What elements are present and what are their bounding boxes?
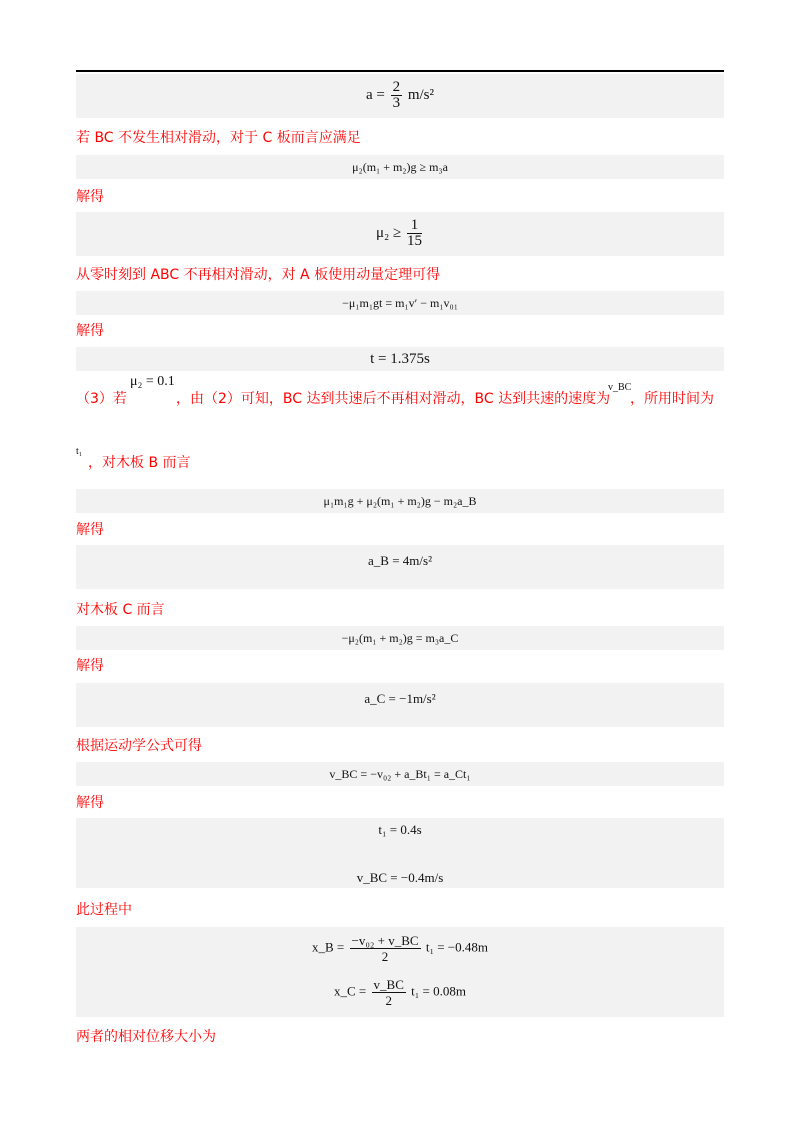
equation-box xyxy=(76,683,724,727)
inline-math-t1: t₁ xyxy=(76,446,83,457)
equation: x_B = $\frac{\text{−v₀₂ + v\_BC}}{2}$ t₁ = −0.48m xyxy=(311,933,488,964)
fraction: $\frac{\text{−v₀₂ + v\_BC}}{2}$ xyxy=(351,933,419,964)
solution-text: 解得 xyxy=(76,189,104,205)
part3-text-end: ，所用时间为 xyxy=(630,391,714,407)
solution-text: 解得 xyxy=(76,522,104,538)
inline-math-vbc: v_BC xyxy=(608,382,632,393)
solution-text: 从零时刻到 ABC 不再相对滑动，对 A 板使用动量定理可得 xyxy=(76,267,441,283)
solution-text: 解得 xyxy=(76,795,104,811)
equation-box xyxy=(76,545,724,589)
equation: −μ₁m₁gt = m₁v′ − m₁v₀₁ xyxy=(342,296,458,310)
equation: x_C = $\frac{v\_BC}{2}$ t₁ = 0.08m xyxy=(334,977,466,1008)
solution-text: 根据运动学公式可得 xyxy=(76,738,202,754)
solution-text: 此过程中 xyxy=(76,902,132,918)
fraction: $\frac{1}{15}$ xyxy=(407,217,422,249)
equation-box xyxy=(76,155,724,179)
equation: a_C = −1m/s² xyxy=(364,691,436,706)
equation: v_BC = −v₀₂ + a_Bt₁ = a_Ct₁ xyxy=(329,767,471,781)
equation: t₁ = 0.4s xyxy=(378,822,422,837)
equation-box xyxy=(76,347,724,371)
equation-box xyxy=(76,212,724,256)
equation: μ₂ ≥ $\frac{1}{15}$ xyxy=(375,217,422,249)
solution-text: 解得 xyxy=(76,658,104,674)
part3-text-b: ，对木板 B 而言 xyxy=(88,455,191,471)
solution-text: 若 BC 不发生相对滑动，对于 C 板而言应满足 xyxy=(76,130,361,146)
solution-text: 对木板 C 而言 xyxy=(76,602,165,618)
fraction: $\frac{2}{3}$ xyxy=(392,79,401,111)
equation: a = $\frac{2}{3}$ m/s² xyxy=(365,79,435,111)
equation-box xyxy=(76,927,724,1017)
inline-math-mu2: μ₂ = 0.1 xyxy=(130,374,175,389)
equation-box xyxy=(76,626,724,650)
solution-text: 两者的相对位移大小为 xyxy=(76,1029,216,1045)
equation-box xyxy=(76,74,724,118)
top-rule xyxy=(76,70,724,72)
equation-box xyxy=(76,818,724,888)
equation: μ₂(m₁ + m₂)g ≥ m₃a xyxy=(352,160,448,174)
equation-box xyxy=(76,489,724,513)
equation: t = 1.375s xyxy=(370,351,430,367)
equation: −μ₂(m₁ + m₂)g = m₃a_C xyxy=(341,631,459,645)
equation: a_B = 4m/s² xyxy=(368,553,432,568)
equation-box xyxy=(76,762,724,786)
part3-text-cont: ，由（2）可知，BC 达到共速后不再相对滑动，BC 达到共速的速度为 xyxy=(176,391,611,407)
fraction: $\frac{v\_BC}{2}$ xyxy=(373,977,404,1008)
equation-box xyxy=(76,291,724,315)
solution-text: 解得 xyxy=(76,323,104,339)
equation: μ₁m₁g + μ₂(m₁ + m₂)g − m₂a_B xyxy=(323,494,477,508)
part3-text: （3）若 xyxy=(76,391,127,407)
equation: v_BC = −0.4m/s xyxy=(356,870,444,885)
